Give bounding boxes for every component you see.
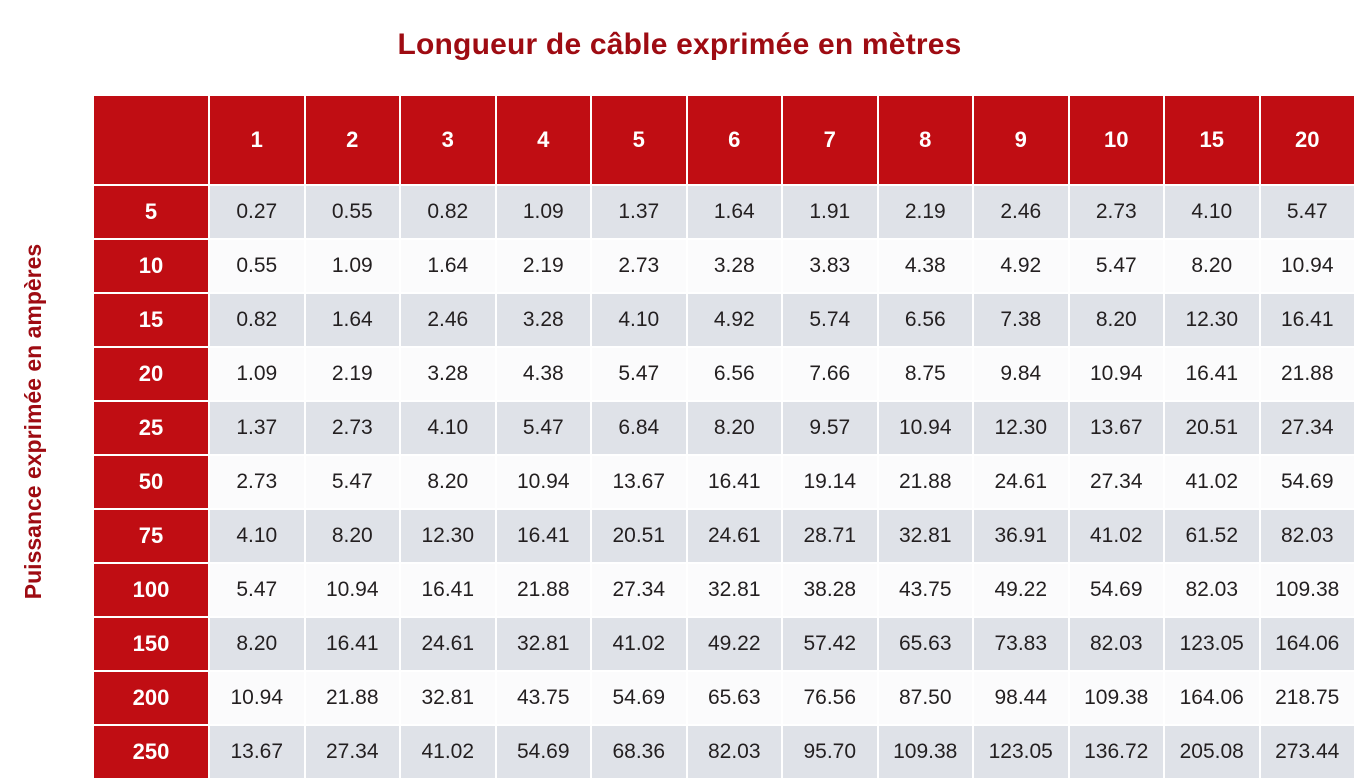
- table-row: [93, 185, 1355, 239]
- column-header: 10: [1069, 95, 1165, 185]
- row-header: 50: [93, 455, 209, 509]
- table-cell: 41.02: [400, 725, 496, 779]
- table-row: [93, 401, 1355, 455]
- table-cell: 65.63: [687, 671, 783, 725]
- column-header: 20: [1260, 95, 1356, 185]
- table-cell: 20.51: [1164, 401, 1260, 455]
- table-cell: 164.06: [1260, 617, 1356, 671]
- table-cell: 16.41: [496, 509, 592, 563]
- table-header: [93, 95, 1355, 185]
- column-header: 4: [496, 95, 592, 185]
- table-cell: 12.30: [400, 509, 496, 563]
- table-cell: 21.88: [305, 671, 401, 725]
- table-cell: 0.55: [305, 185, 401, 239]
- table-cell: 10.94: [209, 671, 305, 725]
- table-cell: 1.09: [305, 239, 401, 293]
- table-cell: 1.09: [496, 185, 592, 239]
- table-cell: 8.20: [1164, 239, 1260, 293]
- table-header-row: [93, 95, 1355, 185]
- column-header: 8: [878, 95, 974, 185]
- table-cell: 98.44: [973, 671, 1069, 725]
- table-corner-cell: [93, 95, 209, 185]
- table-cell: 43.75: [496, 671, 592, 725]
- column-header: 9: [973, 95, 1069, 185]
- table-cell: 27.34: [1260, 401, 1356, 455]
- table-cell: 82.03: [687, 725, 783, 779]
- table-cell: 95.70: [782, 725, 878, 779]
- table-row: [93, 293, 1355, 347]
- table-cell: 273.44: [1260, 725, 1356, 779]
- table-cell: 21.88: [878, 455, 974, 509]
- table-cell: 8.20: [305, 509, 401, 563]
- table-cell: 2.73: [305, 401, 401, 455]
- table-cell: 57.42: [782, 617, 878, 671]
- table-cell: 16.41: [400, 563, 496, 617]
- table-row: [93, 617, 1355, 671]
- table-cell: 43.75: [878, 563, 974, 617]
- table-row: [93, 725, 1355, 779]
- table-cell: 1.09: [209, 347, 305, 401]
- table-cell: 32.81: [400, 671, 496, 725]
- table-cell: 0.82: [400, 185, 496, 239]
- table-cell: 2.73: [1069, 185, 1165, 239]
- table-cell: 2.46: [973, 185, 1069, 239]
- table-cell: 2.73: [209, 455, 305, 509]
- row-header: 200: [93, 671, 209, 725]
- table-cell: 24.61: [973, 455, 1069, 509]
- table-cell: 6.56: [687, 347, 783, 401]
- table-cell: 16.41: [687, 455, 783, 509]
- table-cell: 9.84: [973, 347, 1069, 401]
- table-cell: 8.20: [1069, 293, 1165, 347]
- row-header: 20: [93, 347, 209, 401]
- table-row: [93, 509, 1355, 563]
- table-row: [93, 563, 1355, 617]
- table-cell: 8.20: [400, 455, 496, 509]
- column-header: 7: [782, 95, 878, 185]
- table-cell: 49.22: [973, 563, 1069, 617]
- chart-title: Longueur de câble exprimée en mètres: [397, 28, 962, 61]
- table-row: [93, 455, 1355, 509]
- column-header: 3: [400, 95, 496, 185]
- row-header: 75: [93, 509, 209, 563]
- table-cell: 10.94: [1260, 239, 1356, 293]
- table-cell: 218.75: [1260, 671, 1356, 725]
- table-cell: 54.69: [1069, 563, 1165, 617]
- table-cell: 4.92: [687, 293, 783, 347]
- table-cell: 49.22: [687, 617, 783, 671]
- row-header: 10: [93, 239, 209, 293]
- table-cell: 21.88: [1260, 347, 1356, 401]
- table-cell: 1.64: [305, 293, 401, 347]
- cable-length-table-wrap: [92, 94, 1354, 764]
- table-cell: 54.69: [496, 725, 592, 779]
- column-header: 2: [305, 95, 401, 185]
- table-row: [93, 671, 1355, 725]
- table-cell: 28.71: [782, 509, 878, 563]
- table-cell: 24.61: [400, 617, 496, 671]
- table-cell: 10.94: [305, 563, 401, 617]
- table-cell: 1.37: [209, 401, 305, 455]
- table-cell: 0.55: [209, 239, 305, 293]
- table-cell: 164.06: [1164, 671, 1260, 725]
- table-cell: 16.41: [1164, 347, 1260, 401]
- table-cell: 8.20: [209, 617, 305, 671]
- table-cell: 12.30: [1164, 293, 1260, 347]
- table-cell: 109.38: [1260, 563, 1356, 617]
- table-cell: 27.34: [1069, 455, 1165, 509]
- table-row: [93, 239, 1355, 293]
- table-cell: 27.34: [591, 563, 687, 617]
- table-cell: 32.81: [687, 563, 783, 617]
- table-cell: 0.82: [209, 293, 305, 347]
- table-cell: 123.05: [1164, 617, 1260, 671]
- table-cell: 41.02: [591, 617, 687, 671]
- table-cell: 76.56: [782, 671, 878, 725]
- cable-length-table: [92, 94, 1356, 780]
- table-cell: 4.10: [1164, 185, 1260, 239]
- y-axis-label: [10, 96, 58, 746]
- table-cell: 4.92: [973, 239, 1069, 293]
- table-cell: 7.38: [973, 293, 1069, 347]
- table-cell: 10.94: [878, 401, 974, 455]
- table-cell: 123.05: [973, 725, 1069, 779]
- table-cell: 61.52: [1164, 509, 1260, 563]
- table-cell: 41.02: [1069, 509, 1165, 563]
- table-cell: 27.34: [305, 725, 401, 779]
- table-cell: 6.56: [878, 293, 974, 347]
- table-cell: 19.14: [782, 455, 878, 509]
- table-cell: 21.88: [496, 563, 592, 617]
- table-cell: 2.19: [305, 347, 401, 401]
- table-cell: 8.20: [687, 401, 783, 455]
- table-cell: 82.03: [1164, 563, 1260, 617]
- table-cell: 4.10: [400, 401, 496, 455]
- table-cell: 4.10: [209, 509, 305, 563]
- table-cell: 32.81: [878, 509, 974, 563]
- table-cell: 68.36: [591, 725, 687, 779]
- table-cell: 16.41: [305, 617, 401, 671]
- table-cell: 8.75: [878, 347, 974, 401]
- table-cell: 73.83: [973, 617, 1069, 671]
- table-cell: 54.69: [591, 671, 687, 725]
- table-cell: 5.47: [496, 401, 592, 455]
- row-header: 5: [93, 185, 209, 239]
- table-row: [93, 347, 1355, 401]
- table-cell: 12.30: [973, 401, 1069, 455]
- table-cell: 13.67: [1069, 401, 1165, 455]
- table-cell: 3.28: [400, 347, 496, 401]
- column-header: 1: [209, 95, 305, 185]
- table-cell: 10.94: [1069, 347, 1165, 401]
- table-cell: 0.27: [209, 185, 305, 239]
- table-cell: 32.81: [496, 617, 592, 671]
- table-cell: 109.38: [1069, 671, 1165, 725]
- table-body: [93, 185, 1355, 779]
- row-header: 250: [93, 725, 209, 779]
- table-cell: 38.28: [782, 563, 878, 617]
- table-cell: 20.51: [591, 509, 687, 563]
- table-cell: 13.67: [209, 725, 305, 779]
- table-cell: 5.47: [1260, 185, 1356, 239]
- table-cell: 5.47: [305, 455, 401, 509]
- table-cell: 5.47: [591, 347, 687, 401]
- table-cell: 4.38: [878, 239, 974, 293]
- column-header: 6: [687, 95, 783, 185]
- column-header: 5: [591, 95, 687, 185]
- table-cell: 13.67: [591, 455, 687, 509]
- table-cell: 1.64: [400, 239, 496, 293]
- table-cell: 10.94: [496, 455, 592, 509]
- table-cell: 2.19: [496, 239, 592, 293]
- table-cell: 205.08: [1164, 725, 1260, 779]
- table-cell: 6.84: [591, 401, 687, 455]
- table-cell: 82.03: [1260, 509, 1356, 563]
- table-cell: 4.10: [591, 293, 687, 347]
- table-cell: 41.02: [1164, 455, 1260, 509]
- y-axis-label-text: Puissance exprimée en ampères: [20, 243, 47, 599]
- table-cell: 1.37: [591, 185, 687, 239]
- row-header: 150: [93, 617, 209, 671]
- column-header: 15: [1164, 95, 1260, 185]
- row-header: 15: [93, 293, 209, 347]
- table-cell: 36.91: [973, 509, 1069, 563]
- table-cell: 3.28: [496, 293, 592, 347]
- table-cell: 1.91: [782, 185, 878, 239]
- row-header: 25: [93, 401, 209, 455]
- table-cell: 3.28: [687, 239, 783, 293]
- table-cell: 9.57: [782, 401, 878, 455]
- row-header: 100: [93, 563, 209, 617]
- table-cell: 3.83: [782, 239, 878, 293]
- table-cell: 5.47: [209, 563, 305, 617]
- table-cell: 2.46: [400, 293, 496, 347]
- table-cell: 65.63: [878, 617, 974, 671]
- table-cell: 82.03: [1069, 617, 1165, 671]
- table-cell: 16.41: [1260, 293, 1356, 347]
- table-cell: 7.66: [782, 347, 878, 401]
- table-cell: 2.19: [878, 185, 974, 239]
- table-cell: 5.47: [1069, 239, 1165, 293]
- table-cell: 1.64: [687, 185, 783, 239]
- table-cell: 2.73: [591, 239, 687, 293]
- table-cell: 87.50: [878, 671, 974, 725]
- table-cell: 136.72: [1069, 725, 1165, 779]
- table-cell: 5.74: [782, 293, 878, 347]
- table-cell: 54.69: [1260, 455, 1356, 509]
- table-cell: 24.61: [687, 509, 783, 563]
- table-cell: 109.38: [878, 725, 974, 779]
- table-cell: 4.38: [496, 347, 592, 401]
